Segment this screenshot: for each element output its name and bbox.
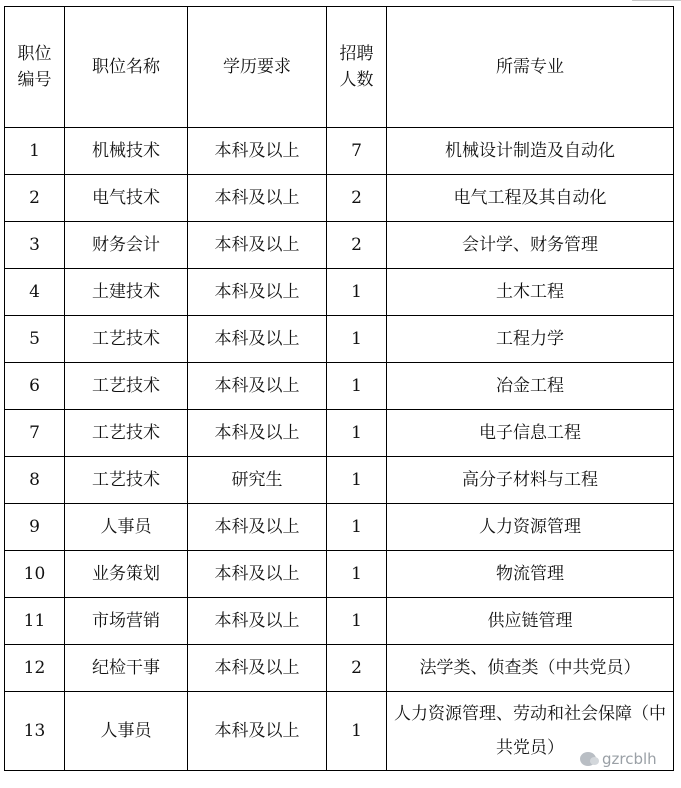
cell-major: 土木工程 xyxy=(387,269,674,316)
cell-major: 人力资源管理 xyxy=(387,504,674,551)
cell-headcount: 1 xyxy=(327,457,387,504)
cell-position-name: 电气技术 xyxy=(65,175,188,222)
header-major: 所需专业 xyxy=(387,7,674,128)
cell-headcount: 1 xyxy=(327,269,387,316)
cell-position-name: 工艺技术 xyxy=(65,316,188,363)
wechat-icon xyxy=(580,752,596,766)
header-position-name: 职位名称 xyxy=(65,7,188,128)
cell-major: 人力资源管理、劳动和社会保障（中共党员） xyxy=(387,692,674,771)
cell-position-name: 纪检干事 xyxy=(65,645,188,692)
cell-education: 本科及以上 xyxy=(188,410,327,457)
table-row xyxy=(5,692,674,771)
cell-major: 电子信息工程 xyxy=(387,410,674,457)
cell-position-name: 人事员 xyxy=(65,692,188,771)
cell-education: 本科及以上 xyxy=(188,645,327,692)
table-row xyxy=(5,269,674,316)
watermark-text: gzrcblh xyxy=(602,750,657,768)
cell-education: 本科及以上 xyxy=(188,222,327,269)
table-body xyxy=(5,128,674,771)
cell-major: 物流管理 xyxy=(387,551,674,598)
cell-headcount: 1 xyxy=(327,504,387,551)
table-row xyxy=(5,128,674,175)
cell-headcount: 1 xyxy=(327,316,387,363)
cell-major: 高分子材料与工程 xyxy=(387,457,674,504)
header-position-no: 职位 编号 xyxy=(5,7,65,128)
cell-education: 本科及以上 xyxy=(188,363,327,410)
cell-headcount: 1 xyxy=(327,598,387,645)
table-row xyxy=(5,316,674,363)
recruitment-table xyxy=(4,6,674,771)
header-headcount: 招聘 人数 xyxy=(327,7,387,128)
cell-education: 本科及以上 xyxy=(188,551,327,598)
cell-headcount: 7 xyxy=(327,128,387,175)
cell-position-no: 13 xyxy=(5,692,65,771)
cell-major: 冶金工程 xyxy=(387,363,674,410)
cell-position-no: 8 xyxy=(5,457,65,504)
cell-position-no: 1 xyxy=(5,128,65,175)
cell-position-name: 工艺技术 xyxy=(65,363,188,410)
cell-position-no: 6 xyxy=(5,363,65,410)
cell-position-name: 土建技术 xyxy=(65,269,188,316)
cell-headcount: 2 xyxy=(327,175,387,222)
header-row xyxy=(5,7,674,128)
table-row xyxy=(5,363,674,410)
cell-education: 本科及以上 xyxy=(188,692,327,771)
cell-position-no: 12 xyxy=(5,645,65,692)
cell-major: 工程力学 xyxy=(387,316,674,363)
cell-major: 电气工程及其自动化 xyxy=(387,175,674,222)
cell-position-no: 7 xyxy=(5,410,65,457)
cell-headcount: 1 xyxy=(327,410,387,457)
cell-headcount: 1 xyxy=(327,692,387,771)
cell-headcount: 2 xyxy=(327,222,387,269)
watermark xyxy=(580,750,657,768)
cell-position-no: 9 xyxy=(5,504,65,551)
cell-position-no: 10 xyxy=(5,551,65,598)
cell-position-name: 人事员 xyxy=(65,504,188,551)
cell-position-name: 工艺技术 xyxy=(65,410,188,457)
cell-education: 本科及以上 xyxy=(188,175,327,222)
table-row xyxy=(5,457,674,504)
cell-position-no: 11 xyxy=(5,598,65,645)
cell-position-name: 财务会计 xyxy=(65,222,188,269)
top-edge-line xyxy=(632,0,681,5)
cell-position-no: 2 xyxy=(5,175,65,222)
cell-headcount: 1 xyxy=(327,363,387,410)
cell-education: 本科及以上 xyxy=(188,128,327,175)
cell-major: 供应链管理 xyxy=(387,598,674,645)
table-row xyxy=(5,504,674,551)
cell-position-name: 市场营销 xyxy=(65,598,188,645)
cell-education: 本科及以上 xyxy=(188,504,327,551)
cell-major: 会计学、财务管理 xyxy=(387,222,674,269)
cell-position-no: 3 xyxy=(5,222,65,269)
cell-education: 研究生 xyxy=(188,457,327,504)
cell-major: 法学类、侦查类（中共党员） xyxy=(387,645,674,692)
table-row xyxy=(5,222,674,269)
table-row xyxy=(5,551,674,598)
cell-position-no: 4 xyxy=(5,269,65,316)
cell-headcount: 2 xyxy=(327,645,387,692)
cell-position-name: 业务策划 xyxy=(65,551,188,598)
table-row xyxy=(5,598,674,645)
cell-education: 本科及以上 xyxy=(188,316,327,363)
table-row xyxy=(5,645,674,692)
cell-position-no: 5 xyxy=(5,316,65,363)
cell-position-name: 机械技术 xyxy=(65,128,188,175)
header-education: 学历要求 xyxy=(188,7,327,128)
cell-headcount: 1 xyxy=(327,551,387,598)
cell-major: 机械设计制造及自动化 xyxy=(387,128,674,175)
cell-education: 本科及以上 xyxy=(188,598,327,645)
table-row xyxy=(5,175,674,222)
cell-position-name: 工艺技术 xyxy=(65,457,188,504)
table-row xyxy=(5,410,674,457)
cell-education: 本科及以上 xyxy=(188,269,327,316)
